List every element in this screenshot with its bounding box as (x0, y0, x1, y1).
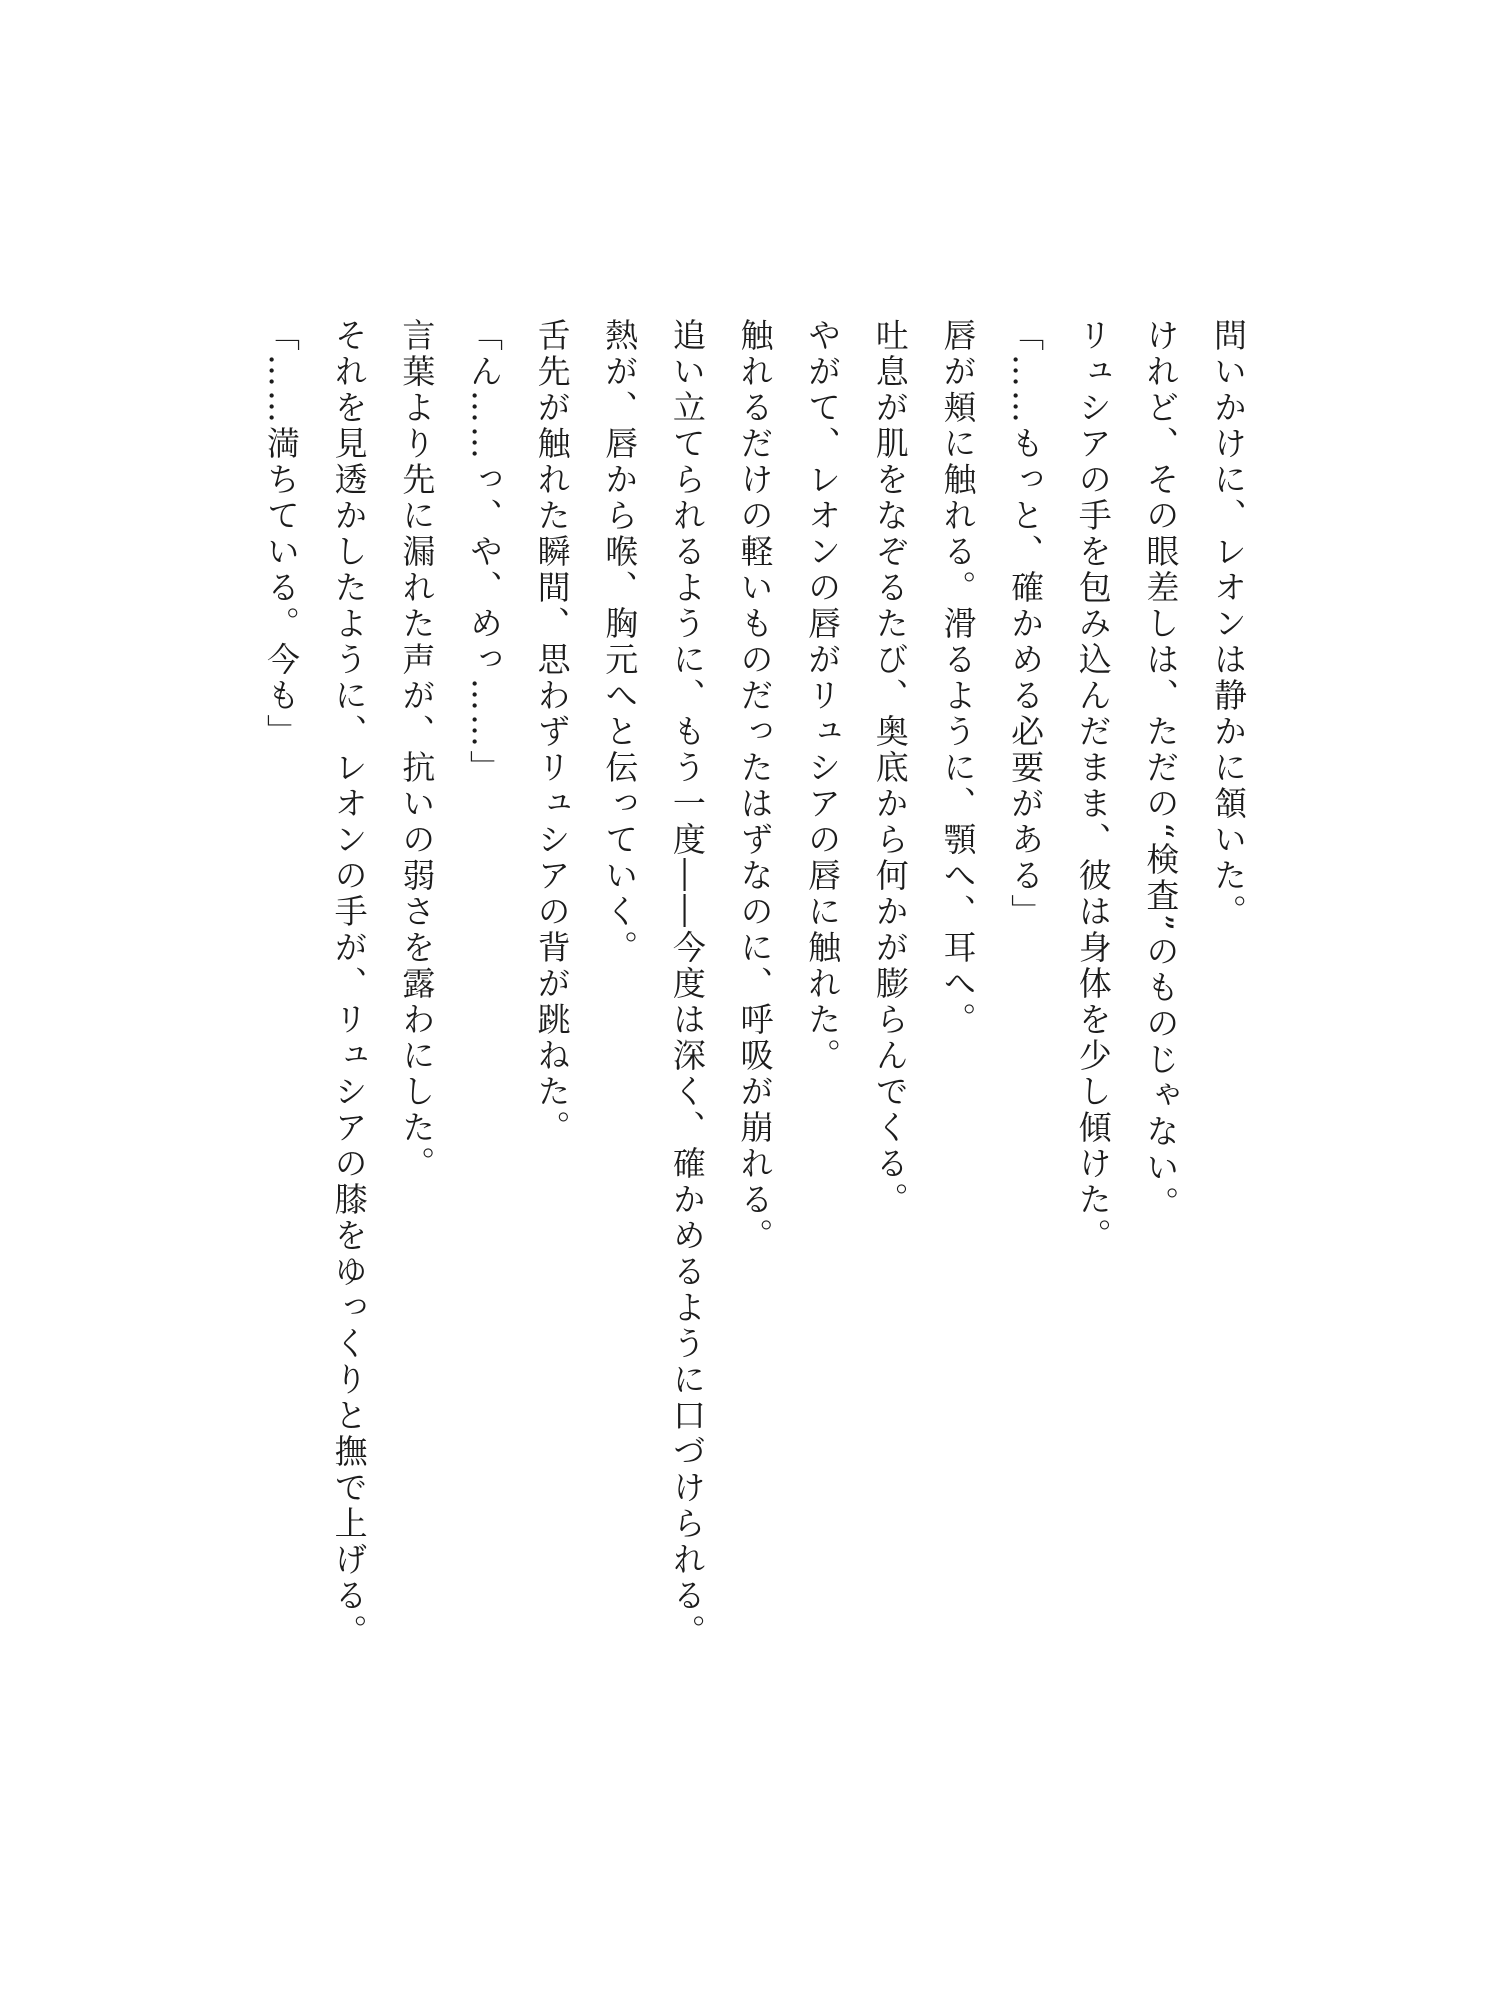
text-line-10: 熱が、唇から喉、胸元へと伝っていく。 (600, 318, 640, 966)
text-line-12: 「ん……っ、や、めっ……」 (464, 318, 504, 786)
text-line-3: リュシアの手を包み込んだまま、彼は身体を少し傾けた。 (1073, 318, 1113, 1254)
text-line-15: 「……満ちている。今も」 (262, 318, 302, 750)
text-line-8: 触れるだけの軽いものだったはずなのに、呼吸が崩れる。 (735, 318, 775, 1254)
text-line-13: 言葉より先に漏れた声が、抗いの弱さを露わにした。 (397, 318, 437, 1182)
text-line-14: それを見透かしたように、レオンの手が、リュシアの膝をゆっくりと撫で上げる。 (329, 318, 369, 1650)
text-line-7: やがて、レオンの唇がリュシアの唇に触れた。 (803, 318, 843, 1074)
text-line-11: 舌先が触れた瞬間、思わずリュシアの背が跳ねた。 (532, 318, 572, 1146)
text-line-2: けれど、その眼差しは、ただの“検査”のものじゃない。 (1141, 318, 1181, 1222)
vertical-text-body (247, 318, 1262, 1698)
text-line-9: 追い立てられるように、もう一度――今度は深く、確かめるように口づけられる。 (667, 318, 707, 1650)
text-line-6: 吐息が肌をなぞるたび、奥底から何かが膨らんでくる。 (870, 318, 910, 1218)
text-line-5: 唇が頬に触れる。滑るように、顎へ、耳へ。 (938, 318, 978, 1038)
text-line-1: 問いかけに、レオンは静かに頷いた。 (1209, 318, 1248, 930)
text-line-4: 「……もっと、確かめる必要がある」 (1006, 318, 1046, 930)
